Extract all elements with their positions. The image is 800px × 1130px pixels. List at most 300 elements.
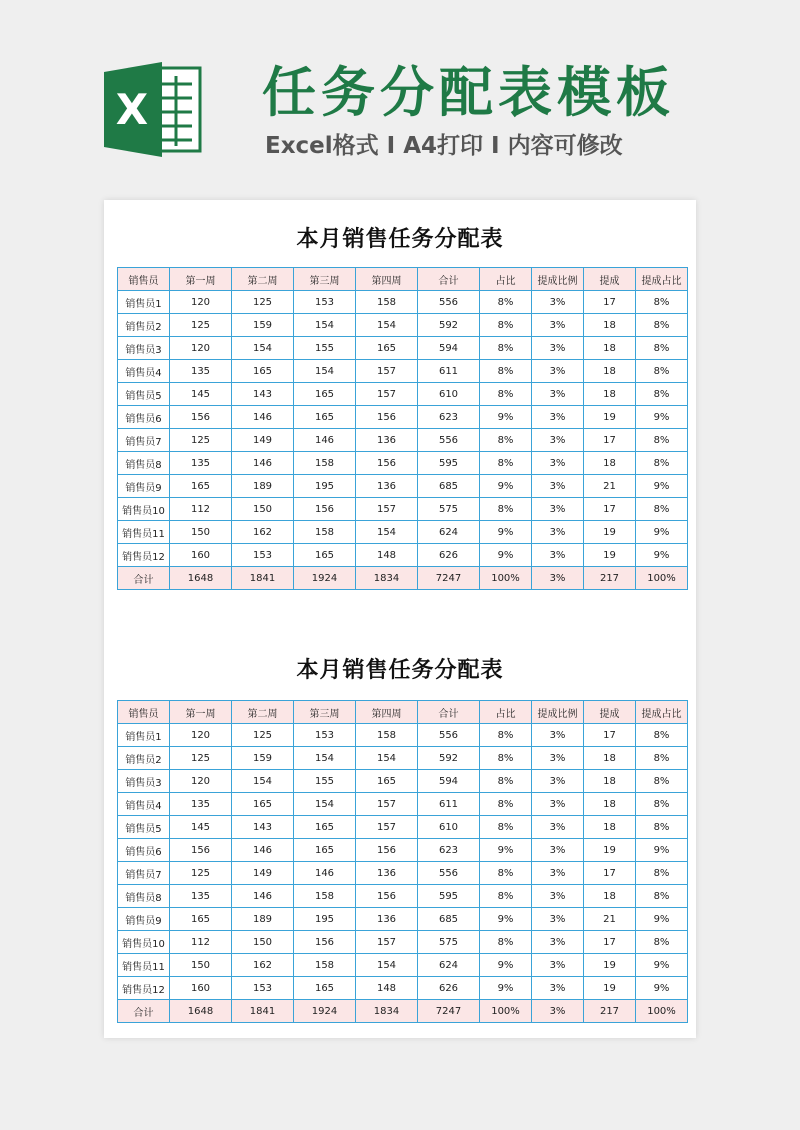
table-cell: 125 (170, 862, 232, 885)
table-cell: 第二周 (232, 268, 294, 291)
table-cell: 592 (418, 747, 480, 770)
table-cell: 154 (294, 360, 356, 383)
table-cell: 154 (356, 954, 418, 977)
table-cell: 8% (480, 383, 532, 406)
table-cell: 销售员9 (118, 908, 170, 931)
table-cell: 136 (356, 908, 418, 931)
table-cell: 3% (532, 770, 584, 793)
table-cell: 合计 (418, 268, 480, 291)
table-cell: 8% (480, 816, 532, 839)
table-cell: 提成比例 (532, 701, 584, 724)
table-cell: 销售员5 (118, 816, 170, 839)
table-cell: 占比 (480, 701, 532, 724)
table-header-row (118, 701, 688, 724)
subtitle-separator: I (491, 133, 500, 159)
table-cell: 626 (418, 977, 480, 1000)
table-cell: 556 (418, 291, 480, 314)
table-cell: 100% (480, 1000, 532, 1023)
table-cell: 165 (232, 360, 294, 383)
table-cell: 158 (294, 954, 356, 977)
table-cell: 556 (418, 862, 480, 885)
table-cell: 556 (418, 724, 480, 747)
table-cell: 623 (418, 839, 480, 862)
table-cell: 8% (480, 747, 532, 770)
table-cell: 销售员2 (118, 314, 170, 337)
table-cell: 135 (170, 452, 232, 475)
table-cell: 19 (584, 839, 636, 862)
table-cell: 17 (584, 724, 636, 747)
table-total-row (118, 567, 688, 590)
table-cell: 1841 (232, 1000, 294, 1023)
table-cell: 8% (480, 770, 532, 793)
table-cell: 556 (418, 429, 480, 452)
table-cell: 销售员8 (118, 885, 170, 908)
table-cell: 3% (532, 383, 584, 406)
table-cell: 8% (636, 724, 688, 747)
table-cell: 1924 (294, 1000, 356, 1023)
table-cell: 18 (584, 816, 636, 839)
table-cell: 143 (232, 383, 294, 406)
table-cell: 624 (418, 954, 480, 977)
table-cell: 9% (480, 839, 532, 862)
table-row (118, 908, 688, 931)
table-cell: 154 (232, 770, 294, 793)
table-cell: 159 (232, 747, 294, 770)
table-cell: 1648 (170, 1000, 232, 1023)
table-cell: 157 (356, 931, 418, 954)
table-cell: 8% (480, 337, 532, 360)
table-cell: 158 (294, 885, 356, 908)
table-cell: 120 (170, 291, 232, 314)
table-cell: 9% (636, 406, 688, 429)
table-cell: 第二周 (232, 701, 294, 724)
table-cell: 3% (532, 567, 584, 590)
table-row (118, 816, 688, 839)
table-cell: 18 (584, 360, 636, 383)
table-cell: 提成 (584, 701, 636, 724)
table-cell: 销售员6 (118, 839, 170, 862)
table-cell: 19 (584, 544, 636, 567)
table-cell: 595 (418, 452, 480, 475)
table-cell: 提成占比 (636, 701, 688, 724)
table-cell: 3% (532, 839, 584, 862)
table-cell: 150 (232, 498, 294, 521)
table-cell: 624 (418, 521, 480, 544)
table-cell: 3% (532, 862, 584, 885)
table-row (118, 793, 688, 816)
table-cell: 8% (636, 770, 688, 793)
table-header-row (118, 268, 688, 291)
table-cell: 195 (294, 475, 356, 498)
subtitle-editable: 内容可修改 (507, 133, 623, 159)
table-cell: 8% (480, 291, 532, 314)
table-cell: 17 (584, 498, 636, 521)
table-cell: 销售员4 (118, 360, 170, 383)
table-cell: 19 (584, 406, 636, 429)
table-cell: 217 (584, 567, 636, 590)
table-cell: 154 (356, 521, 418, 544)
table-cell: 8% (636, 452, 688, 475)
table-cell: 156 (170, 406, 232, 429)
table-cell: 8% (480, 793, 532, 816)
table-cell: 146 (232, 406, 294, 429)
table-cell: 3% (532, 724, 584, 747)
table-cell: 销售员1 (118, 724, 170, 747)
table-row (118, 931, 688, 954)
table-cell: 3% (532, 406, 584, 429)
table-cell: 第三周 (294, 268, 356, 291)
table-cell: 156 (356, 406, 418, 429)
table-row (118, 724, 688, 747)
table-cell: 610 (418, 816, 480, 839)
table-cell: 3% (532, 931, 584, 954)
table-cell: 销售员11 (118, 521, 170, 544)
table-cell: 3% (532, 793, 584, 816)
table-cell: 153 (294, 291, 356, 314)
table-cell: 146 (294, 862, 356, 885)
table-cell: 165 (294, 383, 356, 406)
table-row (118, 862, 688, 885)
table-cell: 21 (584, 908, 636, 931)
table-cell: 162 (232, 954, 294, 977)
table-cell: 8% (636, 360, 688, 383)
table-cell: 销售员5 (118, 383, 170, 406)
table-cell: 19 (584, 954, 636, 977)
table-cell: 165 (294, 839, 356, 862)
table-cell: 销售员7 (118, 862, 170, 885)
excel-logo-icon (104, 62, 204, 157)
table-cell: 146 (294, 429, 356, 452)
page-subtitle (265, 127, 685, 160)
table-cell: 9% (636, 475, 688, 498)
table-cell: 18 (584, 383, 636, 406)
table-row (118, 770, 688, 793)
table-cell: 3% (532, 475, 584, 498)
table-cell: 第四周 (356, 268, 418, 291)
table-cell: 165 (170, 475, 232, 498)
table-cell: 8% (480, 724, 532, 747)
table-cell: 150 (170, 521, 232, 544)
table-cell: 销售员 (118, 268, 170, 291)
table-cell: 8% (480, 931, 532, 954)
table-cell: 610 (418, 383, 480, 406)
table-cell: 8% (480, 498, 532, 521)
table-cell: 100% (480, 567, 532, 590)
table-cell: 149 (232, 862, 294, 885)
table-cell: 8% (636, 793, 688, 816)
table-cell: 155 (294, 770, 356, 793)
table-title: 本月销售任务分配表 (296, 227, 504, 252)
table-cell: 3% (532, 429, 584, 452)
table-cell: 销售员3 (118, 770, 170, 793)
table-cell: 160 (170, 977, 232, 1000)
table-cell: 1841 (232, 567, 294, 590)
table-cell: 158 (356, 724, 418, 747)
table-cell: 165 (170, 908, 232, 931)
table-cell: 146 (232, 839, 294, 862)
table-cell: 158 (356, 291, 418, 314)
table-cell: 3% (532, 291, 584, 314)
table-cell: 136 (356, 429, 418, 452)
table-cell: 156 (356, 885, 418, 908)
table-cell: 1924 (294, 567, 356, 590)
table-cell: 销售员3 (118, 337, 170, 360)
table-cell: 9% (480, 908, 532, 931)
subtitle-format: Excel格式 (265, 133, 379, 159)
table-cell: 135 (170, 360, 232, 383)
table-row (118, 839, 688, 862)
table-row (118, 977, 688, 1000)
table-cell: 21 (584, 475, 636, 498)
table-cell: 销售员11 (118, 954, 170, 977)
table-cell: 1834 (356, 1000, 418, 1023)
table-cell: 189 (232, 908, 294, 931)
table-cell: 销售员12 (118, 544, 170, 567)
sales-task-table (117, 700, 688, 1023)
table-cell: 3% (532, 885, 584, 908)
table-cell: 第一周 (170, 268, 232, 291)
table-row (118, 360, 688, 383)
table-cell: 销售员2 (118, 747, 170, 770)
table-cell: 占比 (480, 268, 532, 291)
table-cell: 销售员8 (118, 452, 170, 475)
table-cell: 销售员4 (118, 793, 170, 816)
table-cell: 17 (584, 291, 636, 314)
table-row (118, 291, 688, 314)
table-cell: 销售员10 (118, 931, 170, 954)
table-cell: 3% (532, 977, 584, 1000)
svg-text:X: X (115, 85, 149, 134)
table-cell: 162 (232, 521, 294, 544)
table-cell: 18 (584, 793, 636, 816)
page-title: 任务分配表模板 (262, 61, 675, 124)
table-cell: 153 (294, 724, 356, 747)
table-row (118, 452, 688, 475)
table-cell: 165 (294, 816, 356, 839)
table-cell: 9% (636, 954, 688, 977)
table-cell: 158 (294, 521, 356, 544)
table-cell: 112 (170, 498, 232, 521)
table-cell: 165 (294, 544, 356, 567)
table-cell: 9% (480, 954, 532, 977)
table-cell: 165 (356, 337, 418, 360)
table-cell: 3% (532, 337, 584, 360)
table-cell: 9% (636, 544, 688, 567)
table-cell: 120 (170, 337, 232, 360)
table-total-row (118, 1000, 688, 1023)
table-cell: 8% (480, 429, 532, 452)
table-row (118, 314, 688, 337)
table-row (118, 383, 688, 406)
table-cell: 156 (356, 839, 418, 862)
table-cell: 7247 (418, 1000, 480, 1023)
table-cell: 120 (170, 770, 232, 793)
table-cell: 145 (170, 816, 232, 839)
table-cell: 594 (418, 337, 480, 360)
table-cell: 157 (356, 383, 418, 406)
table-cell: 7247 (418, 567, 480, 590)
table-cell: 100% (636, 1000, 688, 1023)
table-cell: 9% (480, 544, 532, 567)
table-row (118, 429, 688, 452)
table-cell: 9% (480, 977, 532, 1000)
table-cell: 18 (584, 747, 636, 770)
table-cell: 17 (584, 429, 636, 452)
table-cell: 8% (636, 747, 688, 770)
table-cell: 8% (636, 816, 688, 839)
table-cell: 第四周 (356, 701, 418, 724)
table-cell: 8% (636, 885, 688, 908)
table-cell: 148 (356, 544, 418, 567)
table-cell: 第三周 (294, 701, 356, 724)
table-row (118, 521, 688, 544)
table-cell: 153 (232, 544, 294, 567)
table-cell: 9% (480, 521, 532, 544)
table-cell: 611 (418, 360, 480, 383)
table-cell: 595 (418, 885, 480, 908)
table-cell: 149 (232, 429, 294, 452)
table-cell: 销售员9 (118, 475, 170, 498)
table-cell: 8% (636, 314, 688, 337)
table-cell: 611 (418, 793, 480, 816)
table-cell: 8% (480, 452, 532, 475)
table-cell: 125 (170, 747, 232, 770)
table-cell: 157 (356, 793, 418, 816)
subtitle-separator: I (386, 133, 396, 159)
table-cell: 165 (294, 977, 356, 1000)
table-cell: 155 (294, 337, 356, 360)
table-cell: 17 (584, 931, 636, 954)
table-cell: 9% (480, 406, 532, 429)
table-cell: 150 (232, 931, 294, 954)
table-cell: 3% (532, 747, 584, 770)
table-row (118, 747, 688, 770)
table-cell: 3% (532, 360, 584, 383)
table-row (118, 475, 688, 498)
table-cell: 135 (170, 885, 232, 908)
table-row (118, 498, 688, 521)
table-cell: 136 (356, 862, 418, 885)
table-cell: 145 (170, 383, 232, 406)
table-cell: 156 (170, 839, 232, 862)
table-cell: 146 (232, 885, 294, 908)
table-cell: 8% (636, 931, 688, 954)
table-cell: 3% (532, 1000, 584, 1023)
table-cell: 594 (418, 770, 480, 793)
table-cell: 销售员6 (118, 406, 170, 429)
table-cell: 165 (356, 770, 418, 793)
table-cell: 154 (232, 337, 294, 360)
table-cell: 154 (294, 747, 356, 770)
table-cell: 合计 (118, 1000, 170, 1023)
table-cell: 8% (636, 429, 688, 452)
table-cell: 销售员12 (118, 977, 170, 1000)
table-cell: 143 (232, 816, 294, 839)
table-cell: 8% (636, 498, 688, 521)
table-cell: 157 (356, 360, 418, 383)
table-cell: 156 (294, 931, 356, 954)
table-cell: 销售员 (118, 701, 170, 724)
table-cell: 19 (584, 521, 636, 544)
table-cell: 9% (636, 908, 688, 931)
table-cell: 销售员10 (118, 498, 170, 521)
table-cell: 19 (584, 977, 636, 1000)
table-cell: 18 (584, 337, 636, 360)
table-cell: 9% (636, 521, 688, 544)
table-cell: 148 (356, 977, 418, 1000)
table-cell: 217 (584, 1000, 636, 1023)
table-cell: 8% (636, 862, 688, 885)
table-cell: 3% (532, 521, 584, 544)
table-cell: 125 (232, 724, 294, 747)
table-cell: 3% (532, 816, 584, 839)
page-header (0, 0, 800, 195)
table-cell: 623 (418, 406, 480, 429)
table-cell: 165 (232, 793, 294, 816)
table-cell: 575 (418, 498, 480, 521)
table-cell: 120 (170, 724, 232, 747)
table-cell: 160 (170, 544, 232, 567)
table-cell: 8% (636, 291, 688, 314)
table-cell: 575 (418, 931, 480, 954)
table-cell: 125 (170, 429, 232, 452)
table-cell: 1834 (356, 567, 418, 590)
table-cell: 592 (418, 314, 480, 337)
table-cell: 154 (356, 314, 418, 337)
table-cell: 17 (584, 862, 636, 885)
table-cell: 18 (584, 770, 636, 793)
table-cell: 8% (480, 314, 532, 337)
table-cell: 195 (294, 908, 356, 931)
table-cell: 112 (170, 931, 232, 954)
table-cell: 8% (480, 885, 532, 908)
table-cell: 3% (532, 908, 584, 931)
table-cell: 154 (356, 747, 418, 770)
table-cell: 3% (532, 452, 584, 475)
table-cell: 154 (294, 793, 356, 816)
table-cell: 150 (170, 954, 232, 977)
table-cell: 685 (418, 475, 480, 498)
table-cell: 9% (636, 977, 688, 1000)
table-cell: 18 (584, 885, 636, 908)
sales-task-table (117, 267, 688, 590)
table-cell: 提成占比 (636, 268, 688, 291)
table-cell: 156 (294, 498, 356, 521)
table-cell: 8% (636, 337, 688, 360)
table-cell: 3% (532, 954, 584, 977)
table-cell: 提成 (584, 268, 636, 291)
document-sheet (104, 200, 696, 1038)
table-cell: 146 (232, 452, 294, 475)
subtitle-print: A4打印 (403, 133, 484, 159)
table-row (118, 954, 688, 977)
table-cell: 3% (532, 544, 584, 567)
table-cell: 销售员7 (118, 429, 170, 452)
table-cell: 136 (356, 475, 418, 498)
table-cell: 157 (356, 498, 418, 521)
table-row (118, 544, 688, 567)
table-cell: 3% (532, 314, 584, 337)
table-title: 本月销售任务分配表 (296, 658, 504, 683)
table-cell: 第一周 (170, 701, 232, 724)
table-cell: 9% (480, 475, 532, 498)
table-cell: 合计 (118, 567, 170, 590)
table-cell: 154 (294, 314, 356, 337)
table-cell: 156 (356, 452, 418, 475)
table-row (118, 337, 688, 360)
table-cell: 125 (232, 291, 294, 314)
table-cell: 18 (584, 452, 636, 475)
